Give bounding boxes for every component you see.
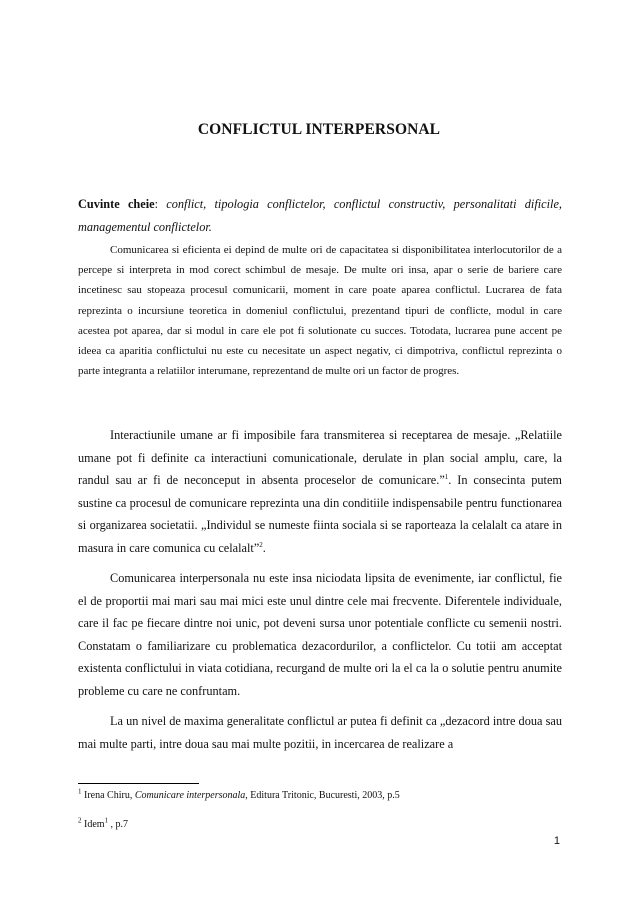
footnote-1-author: Irena Chiru, [81,790,135,801]
footnote-2-idem: Idem [81,819,105,830]
paragraph-1-text-a: Interactiunile umane ar fi imposibile fara transmiterea si receptarea de mesaje. „Relatiile umane pot fi definite ca interactiuni comunicationale, derulate in plan social amplu, care, la randul sau ar fi de neconceput in absenta proceselor de comunicare.” [78,428,562,487]
page-number: 1 [553,835,560,847]
footnote-separator [78,783,199,784]
paragraph-1-text-b: . In consecinta putem sustine ca procesul de comunicare reprezinta una din conditiile indispensabile pentru functionarea si organizarea societatii. „Individul se numeste fiinta sociala si se raporteaza la celalalt ca atare in masura in care comunica cu celalalt” [78,473,562,555]
footnote-ref-1: 1 [444,472,449,481]
page-title: CONFLICTUL INTERPERSONAL [197,121,441,138]
body-paragraph-2: Comunicarea interpersonala nu este insa niciodata lipsita de evenimente, iar conflictul, fie el de proportii mai mari sau mai mici este unul dintre cele mai frecvente. Diferentele individuale, care il fac pe fiecare dintre noi unic, pot deveni sursa unor potentiale conflicte cu semenii nostri. Constatam o familiarizare cu problematica dezacordurilor, a conflictelor. Cu totii am acceptat existenta conflictului in viata cotidiana, recurgand de multe ori la el ca la o solutie pentru anumite probleme cu care ne confruntam. [78,571,562,698]
footnote-ref-2: 2 [259,540,263,549]
keywords-list: conflict, tipologia conflictelor, conflictul constructiv, personalitati dificile, managementul conflictelor. [78,197,562,234]
keywords-separator: : [154,197,167,211]
footnote-2 [78,818,562,831]
body-paragraph-1 [78,424,562,559]
footnote-2-page: , p.7 [108,819,129,830]
footnote-1-book-title: Comunicare interpersonala [134,790,246,801]
footnote-2-idem-ref: 1 [104,816,109,825]
footnote-1-number: 1 [78,787,82,796]
footnote-1-publication: , Editura Tritonic, Bucuresti, 2003, p.5 [245,790,400,801]
keywords-line [78,193,562,239]
footnote-2-number: 2 [78,816,82,825]
paragraph-1-text-c: . [262,540,266,555]
abstract-paragraph: Comunicarea si eficienta ei depind de multe ori de capacitatea si disponibilitatea interlocutorilor de a percepe si interpreta in mod corect schimbul de mesaje. De multe ori insa, apar o serie de bariere care incetinesc sau stopeaza procesul comunicarii, moment in care poate aparea conflictul. Lucrarea de fata reprezinta o incursiune teoretica in domeniul conflictului, prezentand tipuri de conflicte, modul in care acestea pot aparea, dar si modul in care ele pot fi solutionate cu succes. Totodata, lucrarea pune accent pe ideea ca aparitia conflictului nu este cu necesitate un aspect negativ, ci dimpotriva, conflictul reprezinta o parte integranta a relatiilor interumane, reprezentand de multe ori un factor de progres. [78,244,562,378]
keywords-label: Cuvinte cheie [78,197,155,211]
body-paragraph-3: La un nivel de maxima generalitate conflictul ar putea fi definit ca „dezacord intre doua sau mai multe parti, intre doua sau mai multe pozitii, in incercarea de realizare a [78,714,562,751]
footnote-1 [78,789,562,802]
